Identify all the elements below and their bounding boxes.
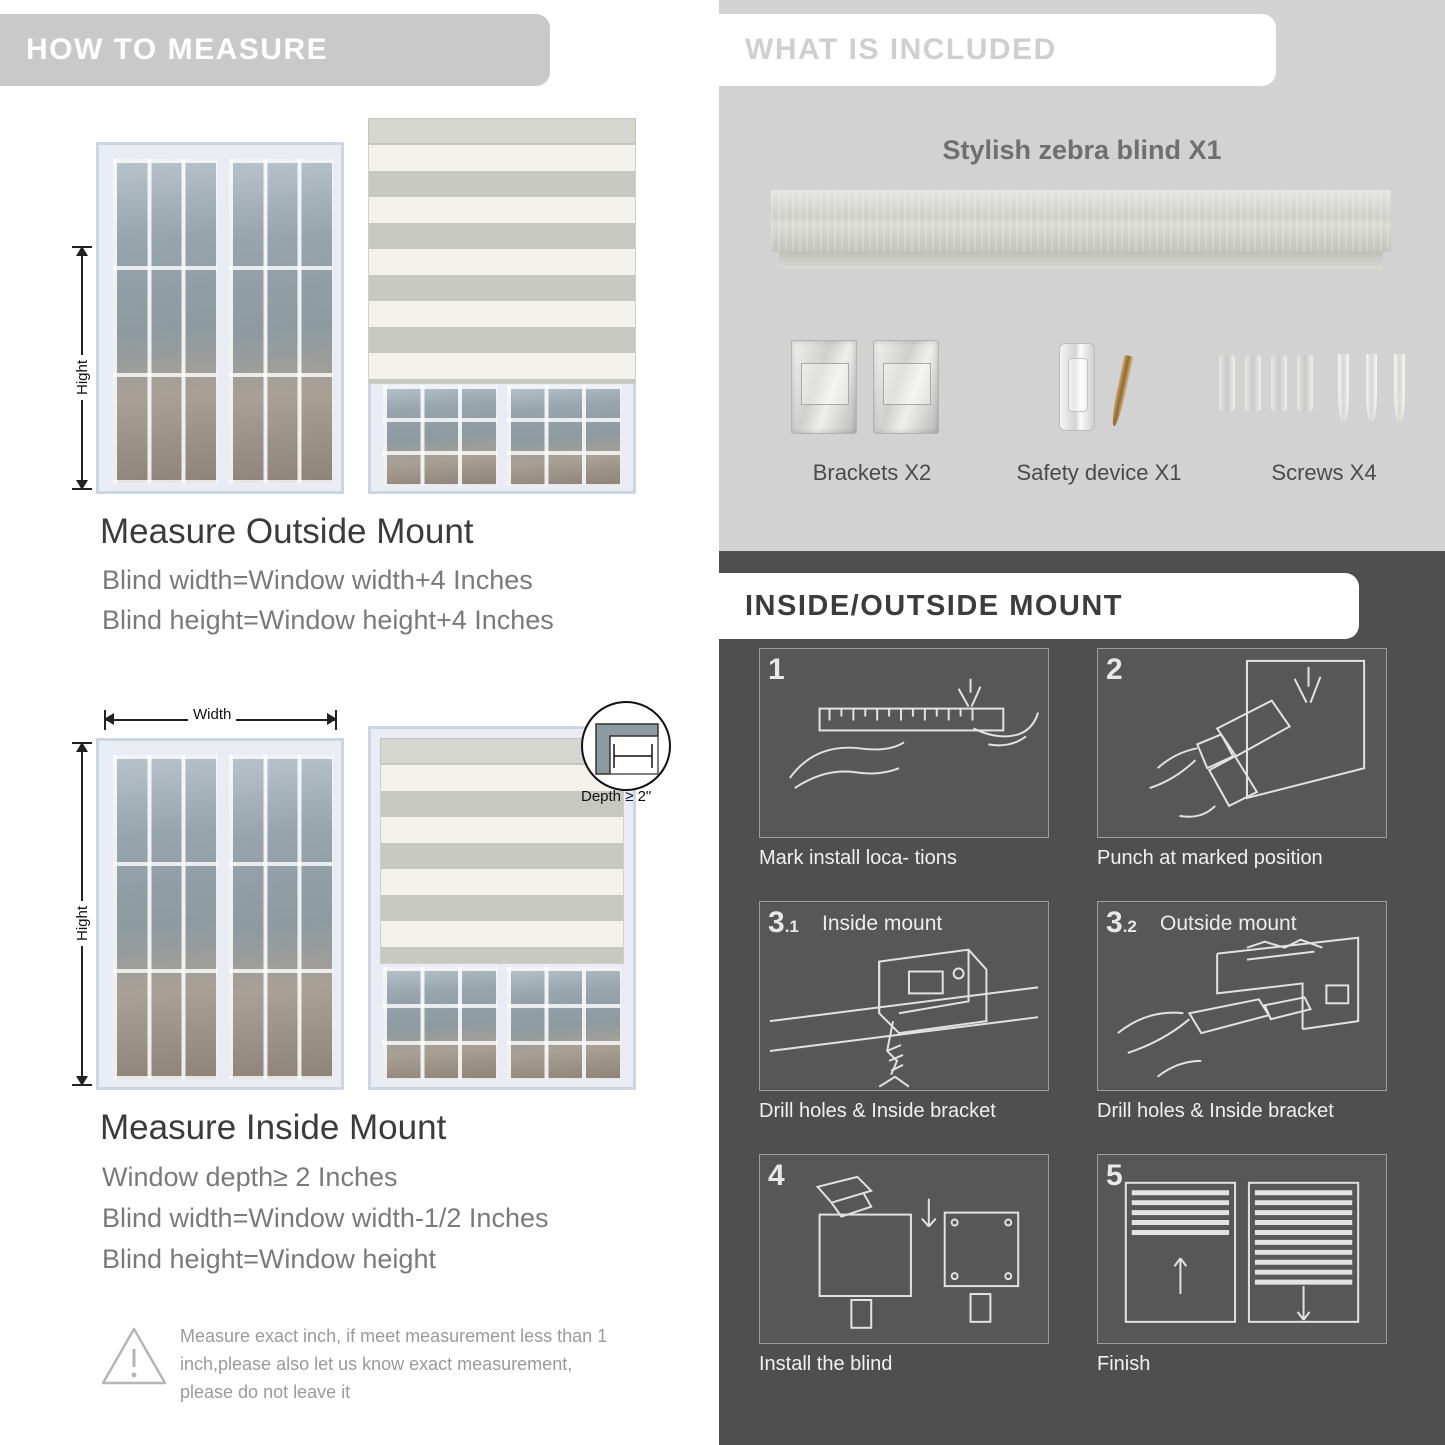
step-3-1-subnumber: .1 (784, 917, 799, 936)
step-3-2-image (1097, 901, 1387, 1091)
inside-bracket-sketch-icon (760, 902, 1048, 1091)
finished-blind-sketch-icon (1098, 1155, 1386, 1344)
measure-tape-sketch-icon (760, 649, 1048, 838)
outside-mount-illustration (0, 100, 706, 500)
drill-sketch-icon (1098, 649, 1386, 838)
step-1-number: 1 (768, 653, 785, 686)
screws-caption: Screws X4 (1271, 460, 1377, 485)
step-3-1-caption: Drill holes & Inside bracket (759, 1100, 996, 1122)
inside-mount-line-2: Blind width=Window width-1/2 Inches (102, 1203, 549, 1233)
step-5-caption: Finish (1097, 1353, 1151, 1375)
measure-warning-text: Measure exact inch, if meet measurement less than 1 inch,please also let us know exact measurement, please do not leave it (180, 1326, 608, 1402)
mount-steps-header (719, 573, 1359, 639)
step-1-image (759, 648, 1049, 838)
step-2-caption: Punch at marked position (1097, 847, 1323, 869)
depth-callout-icon (540, 696, 706, 836)
whats-included-panel (719, 0, 1445, 551)
step-1-caption: Mark install loca- tions (759, 847, 957, 869)
step-4-number: 4 (768, 1159, 785, 1192)
step-2-image (1097, 648, 1387, 838)
step-5-image (1097, 1154, 1387, 1344)
mount-steps-panel (719, 551, 1445, 1445)
inside-width-label: Width (188, 706, 236, 723)
main-product-label: Stylish zebra blind X1 (942, 135, 1222, 165)
how-to-measure-panel (0, 0, 706, 1445)
inside-mount-illustration (0, 696, 706, 1096)
how-to-measure-header (0, 14, 550, 86)
window-frame-outside (96, 142, 344, 494)
blind-outside-mount (368, 118, 636, 494)
safety-device-caption: Safety device X1 (1016, 460, 1182, 485)
zebra-blind-product-image (771, 190, 1391, 275)
step-3-1-inline-label: Inside mount (822, 912, 943, 935)
whats-included-title: WHAT IS INCLUDED (745, 33, 1057, 66)
step-4-caption: Install the blind (759, 1353, 893, 1375)
step-3-2-inline-label: Outside mount (1160, 912, 1297, 935)
step-4-image (759, 1154, 1049, 1344)
mount-steps-title: INSIDE/OUTSIDE MOUNT (745, 589, 1124, 622)
step-3-2-caption: Drill holes & Inside bracket (1097, 1100, 1334, 1122)
inside-mount-line-3: Blind height=Window height (102, 1244, 436, 1274)
window-frame-inside (96, 738, 344, 1090)
install-blind-sketch-icon (760, 1155, 1048, 1344)
outside-mount-line-2: Blind height=Window height+4 Inches (102, 605, 554, 635)
outside-mount-line-1: Blind width=Window width+4 Inches (102, 565, 533, 595)
step-3-2-number: 3 (1106, 906, 1123, 939)
whats-included-header (719, 14, 1276, 86)
step-3-1-image (759, 901, 1049, 1091)
inside-mount-title: Measure Inside Mount (100, 1108, 447, 1147)
step-5-number: 5 (1106, 1159, 1123, 1192)
inside-mount-line-1: Window depth≥ 2 Inches (102, 1162, 398, 1192)
outside-mount-title: Measure Outside Mount (100, 512, 474, 551)
step-3-2-subnumber: .2 (1122, 917, 1137, 936)
outside-bracket-sketch-icon (1098, 902, 1386, 1091)
inside-height-label: Hight (74, 901, 91, 946)
how-to-measure-title: HOW TO MEASURE (26, 33, 329, 66)
step-3-1-number: 3 (768, 906, 785, 939)
step-2-number: 2 (1106, 653, 1123, 686)
warning-triangle-icon (100, 1325, 168, 1387)
outside-height-label: Hight (74, 355, 91, 400)
depth-label: Depth ≥ 2" (581, 788, 652, 805)
brackets-caption: Brackets X2 (812, 460, 932, 485)
